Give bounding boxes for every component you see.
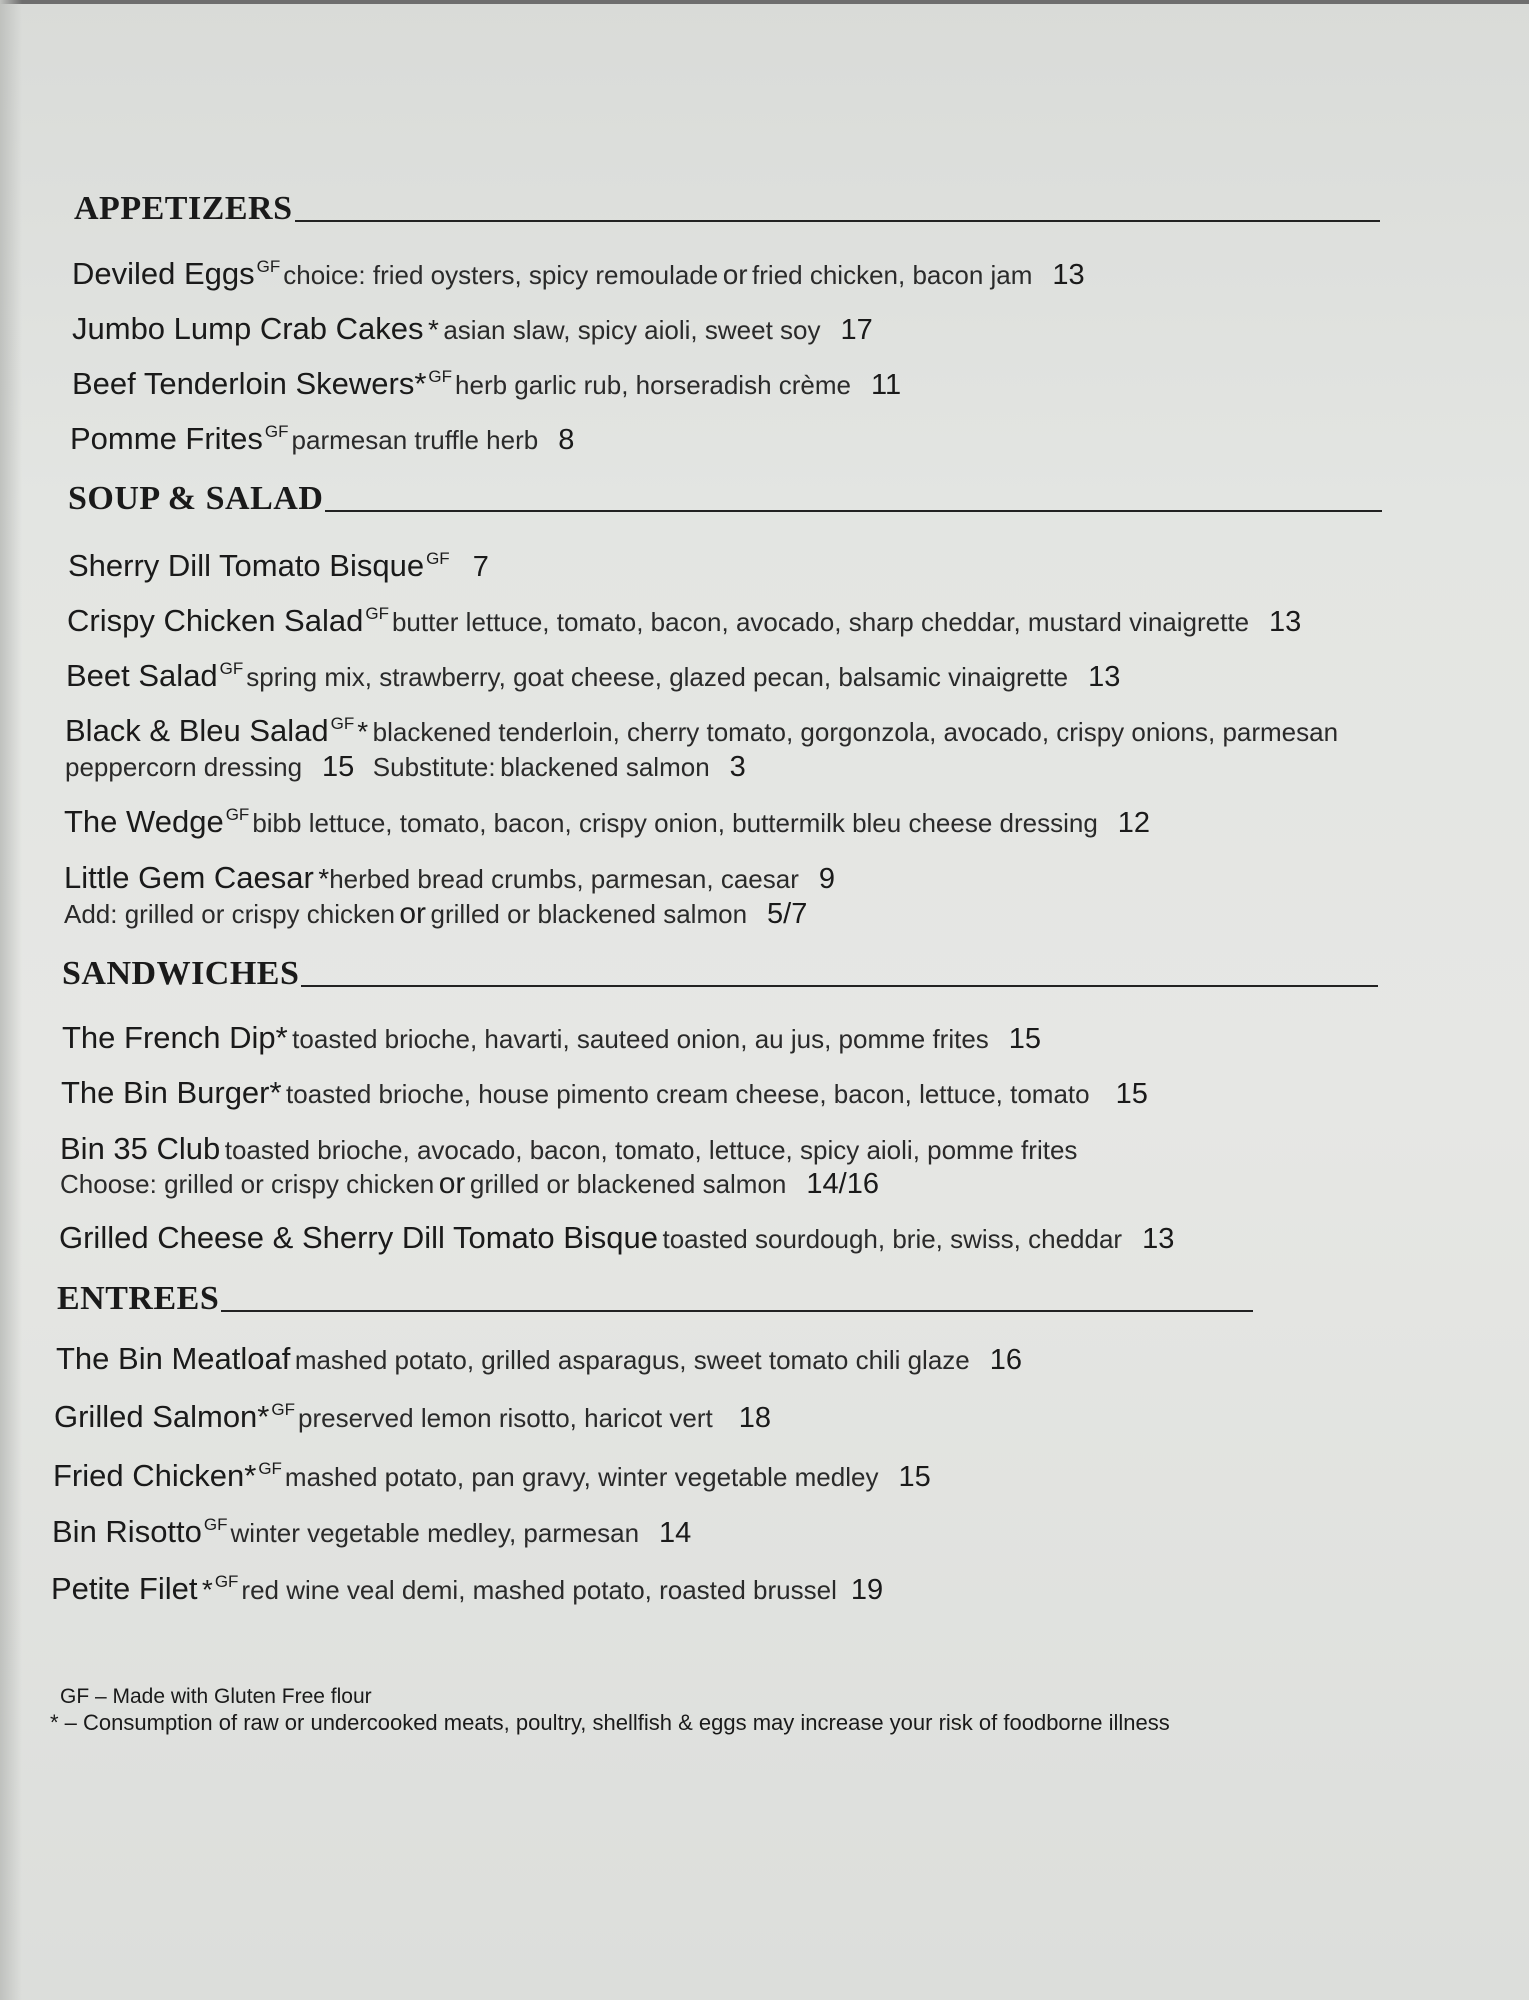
- item-price: 14: [659, 1517, 692, 1549]
- add-on-desc: grilled or blackened salmon: [430, 899, 748, 929]
- item-desc: toasted brioche, havarti, sauteed onion, au jus, pomme frites: [292, 1024, 989, 1054]
- item-price: 7: [472, 551, 489, 583]
- item-desc: mashed potato, grilled asparagus, sweet tomato chili glaze: [294, 1345, 970, 1375]
- item-desc: toasted brioche, avocado, bacon, tomato, lettuce, spicy aioli, pomme frites: [224, 1135, 1078, 1165]
- menu-item: [72, 313, 873, 345]
- or-word: or: [399, 897, 427, 930]
- gf-tag: GF: [256, 257, 281, 276]
- item-price: 19: [850, 1574, 884, 1606]
- item-desc: blackened tenderloin, cherry tomato, gorgonzola, avocado, crispy onions, parmesan: [372, 717, 1339, 747]
- item-price: 8: [558, 424, 575, 456]
- menu-item: [66, 660, 1120, 692]
- section-title: SOUP & SALAD: [68, 480, 324, 517]
- item-price: 9: [818, 863, 836, 895]
- item-desc: toasted brioche, house pimento cream cheese, bacon, lettuce, tomato: [286, 1079, 1090, 1109]
- item-desc: parmesan truffle herb: [291, 425, 539, 455]
- section-appetizers: [74, 190, 1380, 228]
- section-entrees: [57, 1280, 1253, 1318]
- item-name: The Wedge: [64, 804, 224, 839]
- item-price: 13: [1088, 661, 1121, 693]
- item-name: Beef Tenderloin Skewers*: [72, 366, 427, 401]
- star-marker: *: [427, 314, 439, 345]
- menu-item: [51, 1573, 883, 1605]
- section-rule: [325, 510, 1382, 512]
- menu-item: [64, 806, 1150, 838]
- choose-price: 14/16: [806, 1168, 879, 1200]
- item-desc: toasted sourdough, brie, swiss, cheddar: [662, 1224, 1123, 1254]
- item-name: Beet Salad: [66, 658, 218, 693]
- gf-tag: GF: [264, 422, 289, 441]
- star-marker: *: [357, 716, 369, 747]
- item-price: 15: [322, 751, 355, 783]
- menu-item: [52, 1516, 691, 1548]
- menu-item: [59, 1222, 1174, 1254]
- menu-item: [64, 862, 835, 894]
- star-marker: *: [318, 863, 330, 894]
- menu-item: [56, 1343, 1022, 1375]
- choose-desc: grilled or blackened salmon: [469, 1169, 787, 1199]
- menu-item: [61, 1077, 1148, 1109]
- gf-tag: GF: [365, 604, 389, 623]
- gf-tag: GF: [428, 367, 453, 386]
- section-sandwiches: [62, 955, 1378, 993]
- gf-tag: GF: [214, 1572, 239, 1591]
- item-name: The Bin Meatloaf: [56, 1341, 291, 1376]
- item-price: 13: [1142, 1223, 1175, 1255]
- item-desc: preserved lemon risotto, haricot vert: [297, 1403, 713, 1433]
- item-name: Jumbo Lump Crab Cakes: [72, 311, 424, 346]
- item-desc: herb garlic rub, horseradish crème: [455, 370, 851, 400]
- choose-line: [60, 1169, 879, 1199]
- item-desc: peppercorn dressing: [65, 752, 303, 782]
- menu-item: [72, 368, 901, 400]
- item-name: Bin Risotto: [52, 1514, 202, 1549]
- page-shadow: [0, 0, 22, 2000]
- item-desc: mashed potato, pan gravy, winter vegetable medley: [284, 1462, 879, 1492]
- item-desc: choice: fried oysters, spicy remoulade: [283, 260, 719, 290]
- menu-item: [65, 715, 1338, 746]
- item-price: 13: [1269, 606, 1302, 638]
- item-price: 13: [1052, 259, 1085, 291]
- item-name: The Bin Burger*: [61, 1075, 282, 1110]
- item-desc: spring mix, strawberry, goat cheese, glazed pecan, balsamic vinaigrette: [246, 662, 1069, 692]
- item-name: Grilled Cheese & Sherry Dill Tomato Bisque: [59, 1220, 659, 1255]
- item-name: Little Gem Caesar: [64, 860, 314, 895]
- menu-item: [62, 1022, 1041, 1054]
- menu-item: [60, 1133, 1077, 1164]
- menu-item: [67, 605, 1301, 637]
- section-rule: [221, 1310, 1253, 1312]
- substitute-desc: blackened salmon: [500, 752, 710, 782]
- substitute-price: 3: [729, 751, 746, 783]
- add-on-line: [64, 899, 807, 929]
- item-desc: winter vegetable medley, parmesan: [230, 1518, 640, 1548]
- section-rule: [301, 985, 1378, 987]
- item-name: Pomme Frites: [70, 421, 263, 456]
- item-price: 17: [840, 314, 873, 346]
- gf-tag: GF: [203, 1515, 228, 1534]
- item-price: 16: [989, 1344, 1023, 1376]
- item-desc: fried chicken, bacon jam: [752, 260, 1033, 290]
- footnote-gf: GF – Made with Gluten Free flour: [60, 1685, 372, 1708]
- item-desc: bibb lettuce, tomato, bacon, crispy onion, buttermilk bleu cheese dressing: [252, 808, 1098, 838]
- or-word: or: [438, 1167, 466, 1200]
- menu-item-continued: [65, 753, 746, 782]
- menu-item: [53, 1460, 931, 1492]
- gf-tag: GF: [426, 549, 450, 568]
- substitute-label: Substitute:: [372, 752, 496, 782]
- item-name: Grilled Salmon*: [54, 1399, 270, 1434]
- item-price: 15: [1115, 1078, 1148, 1110]
- item-price: 11: [871, 369, 902, 401]
- item-desc: butter lettuce, tomato, bacon, avocado, sharp cheddar, mustard vinaigrette: [391, 607, 1250, 637]
- gf-tag: GF: [219, 659, 244, 678]
- item-desc: red wine veal demi, mashed potato, roasted brussel: [241, 1575, 837, 1605]
- section-rule: [295, 220, 1381, 222]
- item-name: Black & Bleu Salad: [65, 713, 329, 748]
- menu-item: [68, 550, 489, 582]
- item-price: 15: [898, 1461, 931, 1493]
- item-price: 15: [1008, 1023, 1042, 1055]
- item-name: The French Dip*: [62, 1020, 288, 1055]
- item-name: Crispy Chicken Salad: [67, 603, 364, 638]
- add-on-desc: Add: grilled or crispy chicken: [64, 899, 395, 929]
- item-price: 12: [1117, 807, 1151, 839]
- menu-item: [54, 1401, 771, 1433]
- footnote-raw: * – Consumption of raw or undercooked meats, poultry, shellfish & eggs may increase your risk of foodborne illness: [50, 1710, 1170, 1735]
- gf-tag: GF: [271, 1400, 295, 1419]
- item-desc: asian slaw, spicy aioli, sweet soy: [443, 315, 821, 345]
- or-word: or: [722, 259, 748, 290]
- section-title: ENTREES: [57, 1280, 220, 1317]
- item-name: Petite Filet: [51, 1571, 198, 1606]
- menu-item: [70, 423, 574, 455]
- section-title: SANDWICHES: [62, 955, 300, 992]
- item-price: 18: [738, 1402, 771, 1434]
- add-on-price: 5/7: [767, 898, 808, 930]
- gf-tag: GF: [258, 1459, 282, 1478]
- item-name: Sherry Dill Tomato Bisque: [68, 548, 425, 583]
- item-name: Fried Chicken*: [53, 1458, 257, 1493]
- item-desc: herbed bread crumbs, parmesan, caesar: [329, 864, 799, 894]
- section-soup-salad: [68, 480, 1382, 518]
- section-title: APPETIZERS: [74, 190, 293, 227]
- item-name: Bin 35 Club: [60, 1131, 221, 1166]
- item-name: Deviled Eggs: [72, 256, 255, 291]
- menu-item: [72, 258, 1085, 290]
- gf-tag: GF: [225, 805, 250, 824]
- gf-tag: GF: [330, 714, 355, 733]
- star-marker: *: [201, 1574, 213, 1605]
- choose-desc: Choose: grilled or crispy chicken: [60, 1169, 435, 1199]
- top-edge: [0, 0, 1529, 4]
